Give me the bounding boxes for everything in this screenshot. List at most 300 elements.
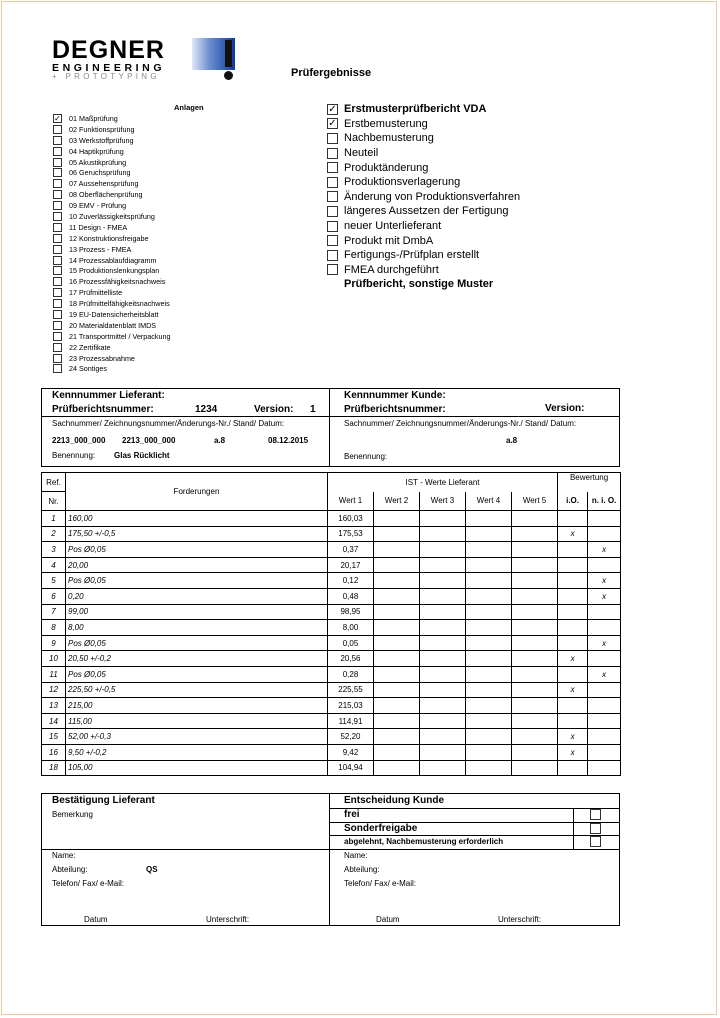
nio-cell[interactable]: x [588, 573, 621, 589]
special-release-label: Sonderfreigabe [344, 823, 418, 834]
io-cell[interactable] [558, 713, 588, 729]
attachment-item[interactable] [53, 320, 170, 331]
reason-item[interactable] [327, 131, 520, 146]
reason-checkbox[interactable] [327, 148, 338, 159]
value3-cell[interactable] [420, 526, 466, 542]
attachment-checkbox[interactable] [53, 277, 62, 286]
supplier-name-label: Name: [52, 851, 76, 860]
table-row [42, 557, 621, 573]
value1-cell[interactable]: 9,42 [328, 744, 374, 760]
value1-cell[interactable]: 114,91 [328, 713, 374, 729]
requirement-cell[interactable]: Pos Ø0,05 [66, 542, 328, 558]
reason-item[interactable] [327, 263, 520, 278]
value3-cell[interactable] [420, 651, 466, 667]
value3-header: Wert 3 [420, 492, 466, 511]
reason-label: Erstbemusterung [344, 117, 428, 130]
value4-header: Wert 4 [466, 492, 512, 511]
table-row [42, 511, 621, 527]
sach-nr-value[interactable]: 2213_000_000 [52, 436, 106, 445]
attachment-item[interactable] [53, 189, 170, 200]
attachment-label: 10 Zuverlässigkeitsprüfung [69, 211, 155, 221]
attachment-item[interactable] [53, 331, 170, 342]
nio-cell[interactable]: x [588, 542, 621, 558]
table-row [42, 760, 621, 776]
ref-cell: 12 [42, 682, 66, 698]
attachment-checkbox[interactable] [53, 190, 62, 199]
value4-cell[interactable] [466, 760, 512, 776]
requirement-cell[interactable]: 8,00 [66, 620, 328, 636]
attachment-checkbox[interactable] [53, 266, 62, 275]
reason-item[interactable] [327, 117, 520, 132]
attachment-checkbox[interactable] [53, 354, 62, 363]
attachments-list [53, 113, 170, 374]
table-row [42, 604, 621, 620]
attachment-label: 02 Funktionsprüfung [69, 124, 135, 134]
attachment-item[interactable] [53, 200, 170, 211]
nio-cell[interactable] [588, 526, 621, 542]
customer-date-label: Datum [376, 915, 400, 924]
attachment-checkbox[interactable] [53, 332, 62, 341]
table-row [42, 588, 621, 604]
reason-checkbox[interactable] [327, 162, 338, 173]
value2-cell[interactable] [374, 713, 420, 729]
requirement-cell[interactable]: 20,00 [66, 557, 328, 573]
attachment-item[interactable] [53, 309, 170, 320]
value5-cell[interactable] [512, 526, 558, 542]
value3-cell[interactable] [420, 557, 466, 573]
value5-cell[interactable] [512, 542, 558, 558]
value2-cell[interactable] [374, 698, 420, 714]
attachment-checkbox[interactable] [53, 136, 62, 145]
attachment-checkbox[interactable] [53, 147, 62, 156]
requirement-cell[interactable]: 0,20 [66, 588, 328, 604]
value1-cell[interactable]: 0,12 [328, 573, 374, 589]
value2-cell[interactable] [374, 511, 420, 527]
attachment-checkbox[interactable] [53, 201, 62, 210]
io-cell[interactable] [558, 635, 588, 651]
nio-cell[interactable] [588, 744, 621, 760]
customer-dept-label: Abteilung: [344, 865, 380, 874]
value1-cell[interactable]: 8,00 [328, 620, 374, 636]
reasons-list [327, 102, 520, 292]
value1-cell[interactable]: 175,53 [328, 526, 374, 542]
attachment-item[interactable] [53, 211, 170, 222]
value4-cell[interactable] [466, 729, 512, 745]
attachment-checkbox[interactable] [53, 158, 62, 167]
nio-cell[interactable]: x [588, 635, 621, 651]
requirement-cell[interactable]: Pos Ø0,05 [66, 573, 328, 589]
attachment-item[interactable] [53, 178, 170, 189]
attachment-item[interactable] [53, 287, 170, 298]
reason-label: Produktionsverlagerung [344, 176, 461, 189]
value1-cell[interactable]: 0,28 [328, 666, 374, 682]
io-header: i.O. [558, 492, 588, 511]
attachment-label: 12 Konstruktionsfreigabe [69, 233, 149, 243]
io-cell[interactable] [558, 511, 588, 527]
io-cell[interactable] [558, 557, 588, 573]
attachment-checkbox[interactable] [53, 364, 62, 373]
ref-cell: 1 [42, 511, 66, 527]
version-label-customer: Version: [545, 403, 585, 414]
reason-item[interactable] [327, 175, 520, 190]
value3-cell[interactable] [420, 729, 466, 745]
attachment-checkbox[interactable] [53, 343, 62, 352]
value4-cell[interactable] [466, 511, 512, 527]
nio-cell[interactable] [588, 729, 621, 745]
requirement-cell[interactable]: 9,50 +/-0,2 [66, 744, 328, 760]
value2-cell[interactable] [374, 651, 420, 667]
rating-header: Bewertung [558, 473, 621, 492]
value2-cell[interactable] [374, 620, 420, 636]
version-value[interactable]: 1 [310, 404, 316, 415]
value3-cell[interactable] [420, 542, 466, 558]
table-head-row-1 [42, 473, 621, 492]
reason-item[interactable] [327, 204, 520, 219]
io-cell[interactable] [558, 573, 588, 589]
io-cell[interactable]: x [558, 651, 588, 667]
attachment-checkbox[interactable] [53, 299, 62, 308]
value2-cell[interactable] [374, 604, 420, 620]
io-cell[interactable] [558, 760, 588, 776]
version-label: Version: [254, 404, 294, 415]
reason-label: Neuteil [344, 147, 379, 160]
attachment-item[interactable] [53, 113, 170, 124]
nio-cell[interactable] [588, 760, 621, 776]
reason-checkbox[interactable] [327, 191, 338, 202]
io-cell[interactable] [558, 588, 588, 604]
logo-tagline: + PROTOTYPING [52, 72, 160, 81]
reason-checkbox[interactable] [327, 206, 338, 217]
attachment-item[interactable] [53, 135, 170, 146]
report-no-label-customer: Prüfberichtsnummer: [344, 404, 446, 415]
nio-cell[interactable] [588, 713, 621, 729]
attachment-label: 21 Transportmittel / Verpackung [69, 331, 171, 341]
value1-cell[interactable]: 0,05 [328, 635, 374, 651]
supplier-id-label: Kennnummer Lieferant: [52, 390, 165, 401]
value5-cell[interactable] [512, 651, 558, 667]
table-row [42, 682, 621, 698]
nio-cell[interactable] [588, 682, 621, 698]
attachment-label: 03 Werkstoffprüfung [69, 135, 134, 145]
value5-cell[interactable] [512, 713, 558, 729]
table-row [42, 651, 621, 667]
value3-cell[interactable] [420, 713, 466, 729]
attachment-checkbox[interactable] [53, 256, 62, 265]
name-value[interactable]: Glas Rücklicht [114, 451, 170, 460]
supplier-date-label: Datum [84, 915, 108, 924]
logo-wordmark: DEGNER [52, 36, 165, 64]
value5-cell[interactable] [512, 635, 558, 651]
requirement-cell[interactable]: 52,00 +/-0,3 [66, 729, 328, 745]
value5-cell[interactable] [512, 557, 558, 573]
requirement-cell[interactable]: 20,50 +/-0,2 [66, 651, 328, 667]
attachment-checkbox[interactable] [53, 212, 62, 221]
reason-item[interactable] [327, 102, 520, 117]
value2-cell[interactable] [374, 588, 420, 604]
nio-cell[interactable] [588, 604, 621, 620]
value1-cell[interactable]: 225,55 [328, 682, 374, 698]
attachment-item[interactable] [53, 363, 170, 374]
attachment-label: 15 Produktionslenkungsplan [69, 266, 160, 276]
requirement-cell[interactable]: Pos Ø0,05 [66, 666, 328, 682]
io-cell[interactable]: x [558, 729, 588, 745]
value2-cell[interactable] [374, 682, 420, 698]
attachment-item[interactable] [53, 233, 170, 244]
value5-cell[interactable] [512, 620, 558, 636]
value2-cell[interactable] [374, 729, 420, 745]
supplier-confirmation-title: Bestätigung Lieferant [52, 795, 155, 806]
value4-cell[interactable] [466, 526, 512, 542]
nio-cell[interactable]: x [588, 666, 621, 682]
value3-cell[interactable] [420, 635, 466, 651]
nio-cell[interactable] [588, 557, 621, 573]
reason-checkbox[interactable] [327, 221, 338, 232]
ref-cell: 5 [42, 573, 66, 589]
drawing-nr-value[interactable]: 2213_000_000 [122, 436, 176, 445]
reason-checkbox[interactable] [327, 177, 338, 188]
name-label-customer: Benennung: [344, 452, 388, 461]
value4-cell[interactable] [466, 604, 512, 620]
value1-cell[interactable]: 20,17 [328, 557, 374, 573]
io-cell[interactable]: x [558, 682, 588, 698]
attachment-checkbox[interactable] [53, 179, 62, 188]
attachment-item[interactable] [53, 298, 170, 309]
value3-cell[interactable] [420, 604, 466, 620]
page-title: Prüfergebnisse [291, 67, 372, 79]
value2-cell[interactable] [374, 542, 420, 558]
nio-cell[interactable]: x [588, 588, 621, 604]
supplier-dept-value[interactable]: QS [146, 865, 158, 874]
value2-cell[interactable] [374, 635, 420, 651]
ref-cell: 13 [42, 698, 66, 714]
attachment-checkbox[interactable] [53, 223, 62, 232]
value5-cell[interactable] [512, 588, 558, 604]
value3-cell[interactable] [420, 511, 466, 527]
approval-section [41, 793, 620, 926]
io-cell[interactable]: x [558, 526, 588, 542]
value3-cell[interactable] [420, 744, 466, 760]
requirement-cell[interactable]: 225,50 +/-0,5 [66, 682, 328, 698]
value3-cell[interactable] [420, 760, 466, 776]
value4-cell[interactable] [466, 744, 512, 760]
value3-cell[interactable] [420, 682, 466, 698]
value5-cell[interactable] [512, 760, 558, 776]
reason-label: FMEA durchgeführt [344, 263, 439, 276]
ref-cell: 14 [42, 713, 66, 729]
value1-cell[interactable]: 160,03 [328, 511, 374, 527]
attachment-checkbox[interactable] [53, 321, 62, 330]
value2-cell[interactable] [374, 573, 420, 589]
requirement-cell[interactable]: 215,00 [66, 698, 328, 714]
attachment-item[interactable] [53, 157, 170, 168]
value2-cell[interactable] [374, 744, 420, 760]
table-row [42, 635, 621, 651]
attachment-item[interactable] [53, 265, 170, 276]
value1-cell[interactable]: 0,37 [328, 542, 374, 558]
reason-checkbox[interactable] [327, 264, 338, 275]
attachment-checkbox[interactable]: ✓ [54, 113, 61, 123]
ref-cell: 15 [42, 729, 66, 745]
attachment-item[interactable] [53, 167, 170, 178]
value2-cell[interactable] [374, 666, 420, 682]
io-cell[interactable] [558, 620, 588, 636]
attachment-item[interactable] [53, 342, 170, 353]
value5-cell[interactable] [512, 698, 558, 714]
attachment-checkbox[interactable] [53, 310, 62, 319]
report-header [41, 388, 620, 467]
change-nr-value-customer[interactable]: a.8 [506, 436, 518, 445]
io-cell[interactable] [558, 542, 588, 558]
requirement-cell[interactable]: 115,00 [66, 713, 328, 729]
value5-cell[interactable] [512, 744, 558, 760]
attachment-item[interactable] [53, 244, 170, 255]
table-row [42, 573, 621, 589]
value4-cell[interactable] [466, 666, 512, 682]
value1-cell[interactable]: 0,48 [328, 588, 374, 604]
requirement-cell[interactable]: 160,00 [66, 511, 328, 527]
table-row [42, 620, 621, 636]
value3-cell[interactable] [420, 573, 466, 589]
nio-cell[interactable] [588, 651, 621, 667]
customer-signature-label: Unterschrift: [498, 915, 542, 924]
value1-header: Wert 1 [328, 492, 374, 511]
value3-cell[interactable] [420, 588, 466, 604]
value4-cell[interactable] [466, 635, 512, 651]
reason-checkbox[interactable]: ✓ [328, 103, 337, 115]
value4-cell[interactable] [466, 542, 512, 558]
value5-cell[interactable] [512, 666, 558, 682]
report-no-value[interactable]: 1234 [195, 404, 218, 415]
special-release-checkbox[interactable] [590, 823, 601, 834]
value1-cell[interactable]: 104,94 [328, 760, 374, 776]
value4-cell[interactable] [466, 682, 512, 698]
reason-item[interactable] [327, 233, 520, 248]
reason-item[interactable] [327, 248, 520, 263]
reason-label: Fertigungs-/Prüfplan erstellt [344, 249, 480, 262]
change-nr-value[interactable]: a.8 [214, 436, 226, 445]
value1-cell[interactable]: 52,20 [328, 729, 374, 745]
value1-cell[interactable]: 20,56 [328, 651, 374, 667]
value4-cell[interactable] [466, 651, 512, 667]
attachment-label: 13 Prozess - FMEA [69, 244, 132, 254]
nio-header: n. i. O. [588, 492, 621, 511]
reason-checkbox[interactable] [327, 235, 338, 246]
requirement-cell[interactable]: Pos Ø0,05 [66, 635, 328, 651]
reason-label: neuer Unterlieferant [344, 220, 442, 233]
supplier-signature-label: Unterschrift: [206, 915, 250, 924]
requirement-cell[interactable]: 99,00 [66, 604, 328, 620]
nio-cell[interactable] [588, 511, 621, 527]
reason-checkbox[interactable] [327, 250, 338, 261]
io-cell[interactable] [558, 698, 588, 714]
value4-cell[interactable] [466, 698, 512, 714]
attachment-label: 11 Design - FMEA [69, 222, 128, 232]
attachment-item[interactable] [53, 124, 170, 135]
table-row [42, 713, 621, 729]
value3-cell[interactable] [420, 620, 466, 636]
value5-cell[interactable] [512, 604, 558, 620]
reason-item[interactable] [327, 146, 520, 161]
value4-cell[interactable] [466, 620, 512, 636]
free-checkbox[interactable] [590, 809, 601, 820]
requirement-cell[interactable]: 105,00 [66, 760, 328, 776]
attachment-item[interactable] [53, 255, 170, 266]
reason-item[interactable] [327, 160, 520, 175]
value2-cell[interactable] [374, 526, 420, 542]
nio-cell[interactable] [588, 698, 621, 714]
part-no-label-customer: Sachnummer/ Zeichnungsnummer/Änderungs-Nr./ Stand/ Datum: [344, 419, 577, 428]
value3-cell[interactable] [420, 698, 466, 714]
attachment-label: 22 Zertifikate [69, 342, 111, 352]
value2-cell[interactable] [374, 557, 420, 573]
value1-cell[interactable]: 98,95 [328, 604, 374, 620]
value4-cell[interactable] [466, 557, 512, 573]
value4-cell[interactable] [466, 573, 512, 589]
value3-cell[interactable] [420, 666, 466, 682]
attachment-label: 07 Aussehensprüfung [69, 179, 139, 189]
actual-values-header: IST - Werte Lieferant [328, 473, 558, 492]
ref-cell: 10 [42, 651, 66, 667]
rejected-label: abgelehnt, Nachbemusterung erforderlich [344, 837, 504, 846]
nio-cell[interactable] [588, 620, 621, 636]
reason-checkbox[interactable]: ✓ [328, 118, 337, 130]
ref-cell: 3 [42, 542, 66, 558]
attachment-checkbox[interactable] [53, 168, 62, 177]
reason-item[interactable] [327, 190, 520, 205]
reason-label: Produktänderung [344, 161, 429, 174]
attachments-title: Anlagen [174, 103, 204, 112]
attachment-item[interactable] [53, 276, 170, 287]
table-row [42, 698, 621, 714]
value4-cell[interactable] [466, 713, 512, 729]
company-logo [52, 38, 236, 80]
reason-label: Nachbemusterung [344, 132, 434, 145]
attachment-checkbox[interactable] [53, 245, 62, 254]
io-cell[interactable] [558, 604, 588, 620]
customer-name-label: Name: [344, 851, 368, 860]
date-value[interactable]: 08.12.2015 [268, 436, 309, 445]
value1-cell[interactable]: 215,03 [328, 698, 374, 714]
supplier-dept-label: Abteilung: [52, 865, 88, 874]
attachment-label: 16 Prozessfähigkeitsnachweis [69, 277, 166, 287]
value5-cell[interactable] [512, 682, 558, 698]
reason-checkbox[interactable] [327, 133, 338, 144]
attachment-checkbox[interactable] [53, 125, 62, 134]
io-cell[interactable] [558, 666, 588, 682]
attachment-item[interactable] [53, 353, 170, 364]
attachment-checkbox[interactable] [53, 234, 62, 243]
io-cell[interactable]: x [558, 744, 588, 760]
rejected-checkbox[interactable] [590, 836, 601, 847]
attachment-label: 14 Prozessablaufdiagramm [69, 255, 157, 265]
requirement-cell[interactable]: 175,50 +/-0,5 [66, 526, 328, 542]
reason-item[interactable] [327, 219, 520, 234]
value5-cell[interactable] [512, 573, 558, 589]
attachment-item[interactable] [53, 222, 170, 233]
value2-cell[interactable] [374, 760, 420, 776]
reason-footer-row [327, 277, 520, 292]
value5-cell[interactable] [512, 729, 558, 745]
reason-label: längeres Aussetzen der Fertigung [344, 205, 509, 218]
attachment-label: 09 EMV - Prüfung [69, 201, 127, 211]
ref-cell: 16 [42, 744, 66, 760]
attachment-checkbox[interactable] [53, 288, 62, 297]
table-row [42, 729, 621, 745]
ref-cell: 2 [42, 526, 66, 542]
value4-cell[interactable] [466, 588, 512, 604]
attachment-item[interactable] [53, 146, 170, 157]
value5-cell[interactable] [512, 511, 558, 527]
